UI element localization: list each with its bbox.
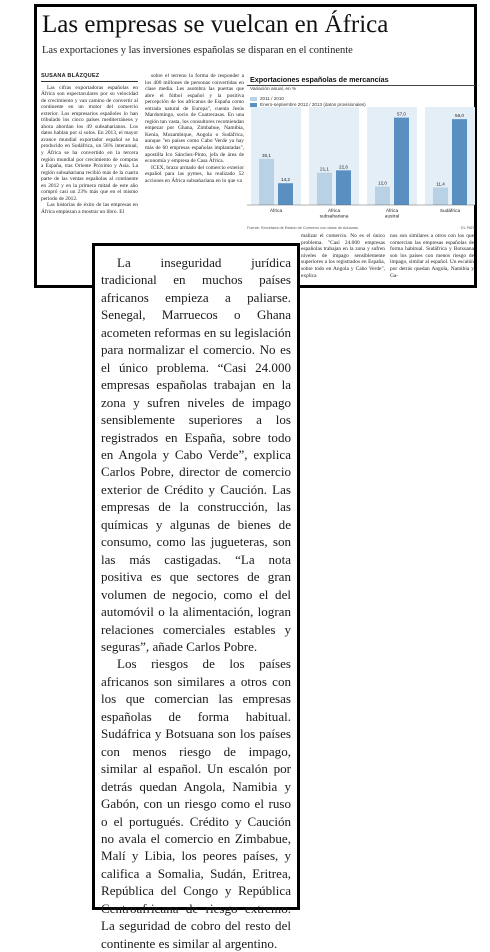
chart-source: Fuente: Secretaría de Estado de Comercio con datos de Aduanas. (247, 226, 359, 230)
chart-bar (394, 118, 409, 205)
chart-source-line (247, 226, 475, 230)
continuation-paragraph-2: Los riesgos de los países africanos son similares a otros con los que comercian las empresas españolas de forma habitual. Sudáfrica y Botsuana son los países con menos riesgo de impago, similar al español. Un escalón por detrás quedan Angola, Namibia y Gabón, con un riesgo como el ruso o el portugués. Crédito y Caución no avala el comercio en Zimbabue, Malí y Libia, los peores países, y califica a Somalia, Sudán, Eritrea, República del Congo y República Centroafricana de riesgo extremo. La seguridad de cobro del resto del continente es similar al argentino. (101, 656, 291, 951)
chart-group-background (425, 107, 475, 205)
chart-category-label: austral (384, 214, 400, 220)
byline: SUSANA BLÁZQUEZ (41, 73, 138, 82)
chart-group-background (367, 107, 417, 205)
chart-category-label: Sudáfrica (439, 209, 461, 214)
legend-label-series-2: Enero-septiembre 2012 / 2013 (datos provisionales) (260, 102, 366, 107)
continuation-paragraph-1: La inseguridad jurídica tradicional en muchos países africanos empieza a paliarse. Senegal, Marruecos o Ghana acometen reformas en su legislación para normalizar el comercio. No es el único problema. “Casi 24.000 empresas españolas trabajan en la zona y sufren niveles de impago sensiblemente superiores a los registrados en España, sobre todo en Angola y Cabo Verde”, explica Carlos Pobre, director de comercio exterior de Crédito y Caución. Las empresas de la construcción, las químicas y algunas de bienes de consumo, como las jugueteras, son las más castigadas. “La nota positiva es que sectores de gran volumen de negocio, como el del automóvil o la alimentación, logran relaciones comerciales estables y seguras”, añade Carlos Pobre. (101, 255, 291, 654)
article-column-3: malizar el comercio. No es el único problema. "Casi 24.000 empresas españolas trabajan en la zona y sufren niveles de impago sensiblemente superiores a los registrados en España, sobre todo en Angola y Cabo Verde", explica (301, 233, 385, 279)
column-2-paragraph-2: ICEX, brazo armado del comercio exterior español para las pymes, ha realizado 52 acciones en África subsahariana en lo que va (145, 164, 244, 184)
chart-category-label: subsahariana (319, 214, 349, 220)
chart-bar (278, 183, 293, 205)
chart-bar-value-label: 14,2 (281, 177, 290, 183)
chart-bar-value-label: 56,0 (455, 113, 464, 119)
legend-swatch-series-2 (250, 103, 257, 107)
column-2-paragraph-1: sobre el terreno la forma de responder a los 400 millones de personas convertidas en clase media. Les asombra las puertas que abre el fútbol español y la positiva percepción de los africanos de España como entrada natural de Europa", cuenta Jesús Mardomingo, socio de Cuatrecasas. En una región tan vasta, los consultores recomiendan empezar por Ghana, Zimbabue, Namibia, Kenia, Mozambique, Angola o Sudáfrica, aunque "en países como Cabo Verde ya hay más de 60 empresas españolas implantadas", apostilla Ico Sánchez-Pinto, jefa de área de economía y empresa de Casa África. (145, 73, 244, 165)
chart-bar (452, 119, 467, 205)
column-1-paragraph-1: Las cifras exportadoras españolas en África son espectaculares por su velocidad de crecimiento y van camino de convertir al continente en un motor del comercio exterior. Los empresarios españoles lo han tribulado los cinco países mediterráneos y ahora abordan los 49 subsaharianos. Los datos hablan por sí solos. En 2013, el mayor avance mundial exportador español se ha producido en Sudáfrica, un 56% interanual, y África se ha convertido en la tercera región mundial por crecimiento de compras a España, tras Oriente Próximo y Asia. La región subsahariana recibió más de la cuarta parte de las ventas españolas al continente en 2012 y en la primera mitad de este año compró casi un 23% más que en el mismo periodo de 2012. (41, 84, 138, 202)
chart-title: Exportaciones españolas de mercancías (250, 75, 389, 84)
chart-bar (433, 188, 448, 205)
chart-group-background (251, 107, 301, 205)
legend-swatch-series-1 (250, 97, 257, 101)
article-column-4: nos son similares a otros con los que comercian las empresas españolas de forma habitual. Sudáfrica y Botsuana son los países con menos riesgo de impago, similar al español. Un escalón por detrás quedan Angola, Namibia y Ga- (390, 233, 474, 279)
chart-bar (317, 173, 332, 205)
chart-bar-value-label: 21,1 (320, 166, 329, 172)
chart-bar (259, 159, 274, 205)
chart-category-label: África (269, 209, 283, 214)
chart-credit: EL PAÍS (461, 226, 475, 230)
subheadline: Las exportaciones y las inversiones españolas se disparan en el continente (42, 45, 353, 56)
continuation-text (101, 254, 291, 952)
legend-entry-series-2 (250, 102, 366, 107)
article-column-2 (145, 73, 244, 184)
headline: Las empresas se vuelcan en África (42, 11, 389, 38)
export-chart (247, 73, 475, 225)
chart-bar (375, 187, 390, 205)
chart-bar-value-label: 22,6 (339, 164, 348, 170)
chart-title-rule (247, 85, 475, 86)
article-column-1 (41, 73, 138, 215)
legend-entry-series-1 (250, 96, 284, 101)
chart-bar-value-label: 11,4 (436, 181, 445, 187)
chart-bar (336, 170, 351, 205)
chart-group-background (309, 107, 359, 205)
column-1-paragraph-2: Las historias de éxito de las empresas en África empiezan a mostrar un libro. El (41, 202, 138, 215)
chart-bar-value-label: 30,1 (262, 152, 271, 158)
article-clipping-continuation (92, 243, 300, 951)
chart-category-label: África (327, 209, 341, 214)
chart-subtitle: Variación anual, en % (250, 87, 297, 92)
chart-bar-value-label: 57,0 (397, 111, 406, 117)
chart-bar-value-label: 12,0 (378, 180, 387, 186)
chart-category-label: África (385, 209, 399, 214)
legend-label-series-1: 2011 / 2010 (260, 96, 284, 101)
